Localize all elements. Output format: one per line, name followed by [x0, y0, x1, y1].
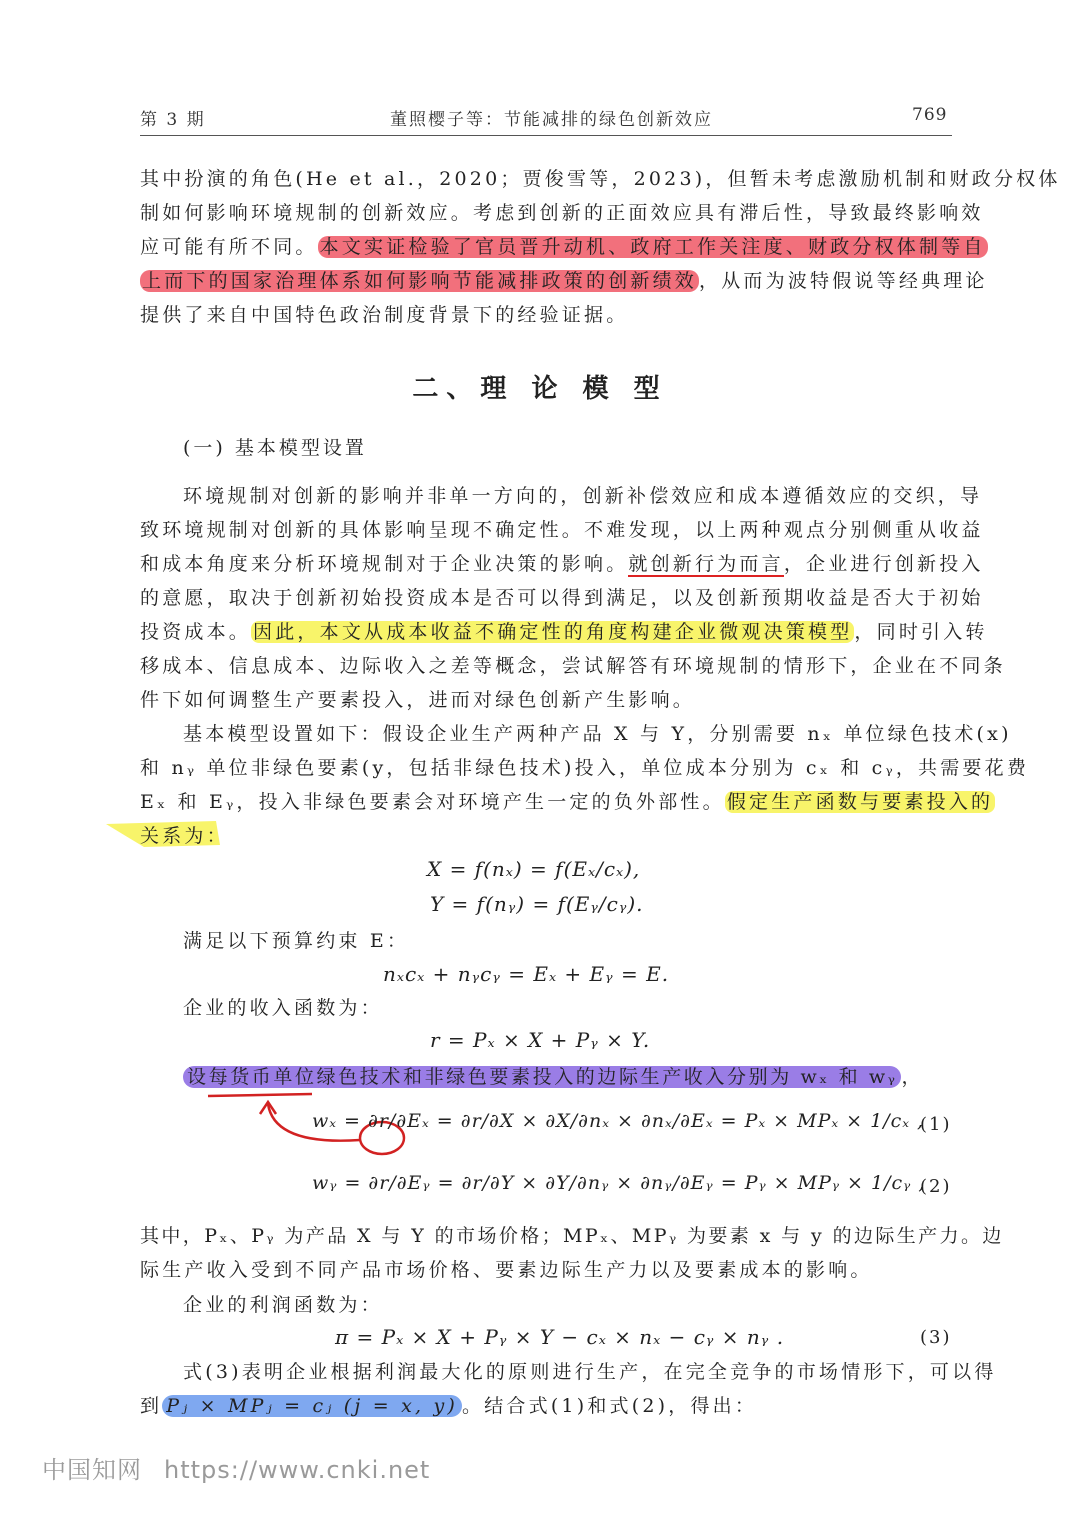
subsection-title: (一) 基本模型设置 [183, 437, 367, 459]
text: ， [901, 1066, 924, 1088]
red-highlight: 本文实证检验了官员晋升动机、政府工作关注度、财政分权体制等自 [319, 236, 986, 258]
equation-production-x: X = f(nₓ) = f(Eₓ/cₓ), [427, 857, 641, 881]
para2-line1: 环境规制对创新的影响并非单一方向的，创新补偿效应和成本遵循效应的交织，导 [183, 485, 983, 507]
equation-production-y: Y = f(nᵧ) = f(Eᵧ/cᵧ). [430, 892, 644, 916]
equation-profit: π = Pₓ × X + Pᵧ × Y − cₓ × nₓ − cᵧ × nᵧ . [335, 1325, 785, 1349]
equation-2: wᵧ = ∂r/∂Eᵧ = ∂r/∂Y × ∂Y/∂nᵧ × ∂nᵧ/∂Eᵧ = Pᵧ × MPᵧ × 1/cᵧ , [312, 1172, 926, 1194]
revenue-intro: 企业的收入函数为： [183, 997, 383, 1019]
explain-line2: 际生产收入受到不同产品市场价格、要素边际生产力以及要素成本的影响。 [140, 1259, 873, 1281]
equation-revenue: r = Pₓ × X + Pᵧ × Y. [430, 1028, 651, 1052]
section-title: 二、理 论 模 型 [412, 374, 668, 404]
explain-line1: 其中，Pₓ、Pᵧ 为产品 X 与 Y 的市场价格；MPₓ、MPᵧ 为要素 x 与 y 的边际生产力。边 [140, 1225, 1004, 1247]
para1-line3 [140, 235, 988, 259]
para2-line7: 件下如何调整生产要素投入，进而对绿色创新产生影响。 [140, 689, 696, 711]
text: ，企业进行创新投入 [783, 553, 984, 575]
para3-line3 [140, 790, 995, 814]
text: Eₓ 和 Eᵧ，投入非绿色要素会对环境产生一定的负外部性。 [140, 791, 725, 813]
watermark-brand: 中国知网 [42, 1456, 142, 1484]
blue-highlight: Pⱼ × MPⱼ = cⱼ (j = x, y) [162, 1395, 462, 1417]
profit-intro: 企业的利润函数为： [183, 1294, 383, 1316]
para2-line2: 致环境规制对创新的具体影响呈现不确定性。不难发现，以上两种观点分别侧重从收益 [140, 519, 984, 541]
yellow-highlight: 因此，本文从成本收益不确定性的角度构建企业微观决策模型 [253, 621, 853, 643]
text: 。结合式(1)和式(2)，得出： [462, 1395, 758, 1417]
budget-intro: 满足以下预算约束 E： [183, 930, 410, 952]
para2-line3 [140, 552, 984, 576]
final-line2 [140, 1394, 757, 1418]
equation-budget: nₓcₓ + nᵧcᵧ = Eₓ + Eᵧ = E. [383, 962, 670, 986]
para3-line1: 基本模型设置如下：假设企业生产两种产品 X 与 Y，分别需要 nₓ 单位绿色技术(x) [183, 723, 1012, 745]
para3-line4 [140, 824, 229, 848]
para3-line2: 和 nᵧ 单位非绿色要素(y，包括非绿色技术)投入，单位成本分别为 cₓ 和 cᵧ，共需要花费 [140, 757, 1030, 779]
text: 投资成本。 [140, 621, 252, 643]
para1-line5: 提供了来自中国特色政治制度背景下的经验证据。 [140, 304, 629, 326]
marginal-intro [183, 1065, 923, 1089]
final-line1: 式(3)表明企业根据利润最大化的原则进行生产，在完全竞争的市场情形下，可以得 [183, 1361, 997, 1383]
para1-line1: 其中扮演的角色(He et al.，2020；贾俊雪等，2023)，但暂未考虑激励机制和财政分权体 [140, 168, 1061, 190]
para2-line4: 的意愿，取决于创新初始投资成本是否可以得到满足，以及创新预期收益是否大于初始 [140, 587, 984, 609]
watermark-url: https://www.cnki.net [164, 1456, 431, 1484]
red-highlight: 上而下的国家治理体系如何影响节能减排政策的创新绩效 [142, 270, 698, 292]
text: ，同时引入转 [854, 621, 988, 643]
equation-2-label: (2) [920, 1176, 952, 1197]
purple-highlight: 设每货币单位绿色技术和非绿色要素投入的边际生产收入分别为 wₓ 和 wᵧ [183, 1066, 901, 1088]
equation-1: wₓ = ∂r/∂Eₓ = ∂r/∂X × ∂X/∂nₓ × ∂nₓ/∂Eₓ = Pₓ × MPₓ × 1/cₓ , [312, 1110, 925, 1132]
text: 和成本角度来分析环境规制对于企业决策的影响。 [140, 553, 629, 575]
text: 到 [140, 1395, 163, 1417]
red-underline: 就创新行为而言 [628, 553, 784, 575]
cnki-watermark [42, 1450, 430, 1485]
issue-label: 第 3 期 [140, 110, 206, 130]
running-title: 董照樱子等：节能减排的绿色创新效应 [390, 110, 713, 130]
header-rule [140, 135, 952, 136]
para2-line5 [140, 620, 988, 644]
text: 应可能有所不同。 [140, 236, 318, 258]
equation-3-label: (3) [920, 1327, 952, 1348]
para1-line4 [140, 269, 988, 293]
equation-1-label: (1) [920, 1114, 952, 1135]
yellow-highlight: 假定生产函数与要素投入的 [726, 791, 994, 813]
para2-line6: 移成本、信息成本、边际收入之差等概念，尝试解答有环境规制的情形下，企业在不同条 [140, 655, 1006, 677]
text: 关系为： [140, 825, 229, 847]
text: ，从而为波特假说等经典理论 [699, 270, 988, 292]
para1-line2: 制如何影响环境规制的创新效应。考虑到创新的正面效应具有滞后性，导致最终影响效 [140, 202, 984, 224]
page-number: 769 [912, 105, 948, 125]
